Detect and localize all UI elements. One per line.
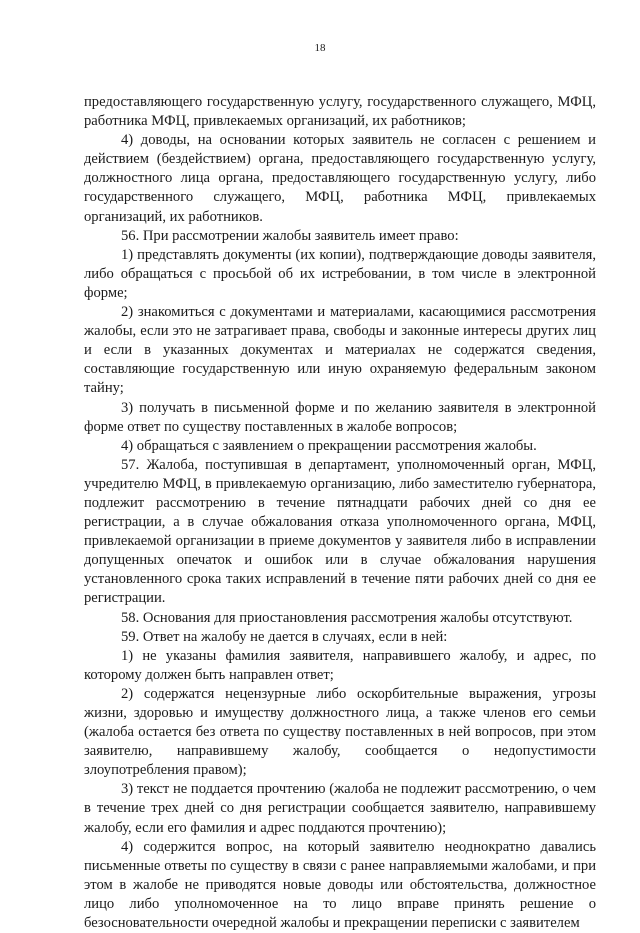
paragraph-59-item-4: 4) содержится вопрос, на который заявителю неоднократно давались письменные ответы по существу в связи с ранее направляемыми жалобами, и при этом в жалобе не приводятся новые доводы или обстоятельства, должностное лицо либо уполномоченное на то лицо вправе принять решение о безосновательности очередной жалобы и прекращении переписки с заявителем <box>84 838 596 932</box>
paragraph-59-item-1: 1) не указаны фамилия заявителя, направившего жалобу, и адрес, по которому должен быть направлен ответ; <box>84 647 596 683</box>
paragraph-56-item-4: 4) обращаться с заявлением о прекращении рассмотрения жалобы. <box>121 437 537 454</box>
paragraph-56-item-2: 2) знакомиться с документами и материалами, касающимися рассмотрения жалобы, если это не затрагивает права, свободы и законные интересы других лиц и если в указанных документах и материалах не содержатся сведения, составляющие государственную или иную охраняемую федеральным законом тайну; <box>84 304 596 397</box>
paragraph-continuation: предоставляющего государственную услугу, государственного служащего, МФЦ, работника МФЦ, привлекаемых организаций, их работников; <box>84 94 596 130</box>
paragraph-56-item-3: 3) получать в письменной форме и по желанию заявителя в электронной форме ответ по существу поставленных в жалобе вопросов; <box>84 399 596 435</box>
document-body <box>84 93 596 933</box>
paragraph-56-item-1: 1) представлять документы (их копии), подтверждающие доводы заявителя, либо обращаться с просьбой об их истребовании, в том числе в электронной форме; <box>84 246 596 301</box>
paragraph-58: 58. Основания для приостановления рассмотрения жалобы отсутствуют. <box>121 609 573 626</box>
paragraph-59-item-3: 3) текст не поддается прочтению (жалоба не подлежит рассмотрению, о чем в течение трех дней со дня регистрации сообщается заявителю, направившему жалобу, если его фамилия и адрес поддаются прочтению); <box>84 781 596 836</box>
paragraph-59-item-2: 2) содержатся нецензурные либо оскорбительные выражения, угрозы жизни, здоровью и имуществу должностного лица, а также членов его семьи (жалоба остается без ответа по существу поставленных в ней вопросов, при этом заявителю, направившему жалобу, сообщается о недопустимости злоупотребления правом); <box>84 685 596 779</box>
paragraph-56-heading: 56. При рассмотрении жалобы заявитель имеет право: <box>121 227 459 244</box>
paragraph-59-heading: 59. Ответ на жалобу не дается в случаях, если в ней: <box>121 628 448 645</box>
paragraph-57: 57. Жалоба, поступившая в департамент, уполномоченный орган, МФЦ, учредителю МФЦ, в привлекаемую организацию, либо заместителю губернатора, подлежит рассмотрению в течение пятнадцати рабочих дней со дня ее регистрации, а в случае обжалования отказа уполномоченного органа, МФЦ, привлекаемой организации в приеме документов у заявителя либо в исправлении допущенных опечаток и ошибок или в случае обжалования нарушения установленного срока таких исправлений в течение пяти рабочих дней со дня ее регистрации. <box>84 456 596 607</box>
page-number: 18 <box>314 42 326 54</box>
paragraph-item-4-arguments: 4) доводы, на основании которых заявитель не согласен с решением и действием (бездействием) органа, предоставляющего государственную услугу, должностного лица органа, предоставляющего государственную услугу, либо государственного служащего, МФЦ, работника МФЦ, привлекаемых организаций, их работников. <box>84 132 596 225</box>
